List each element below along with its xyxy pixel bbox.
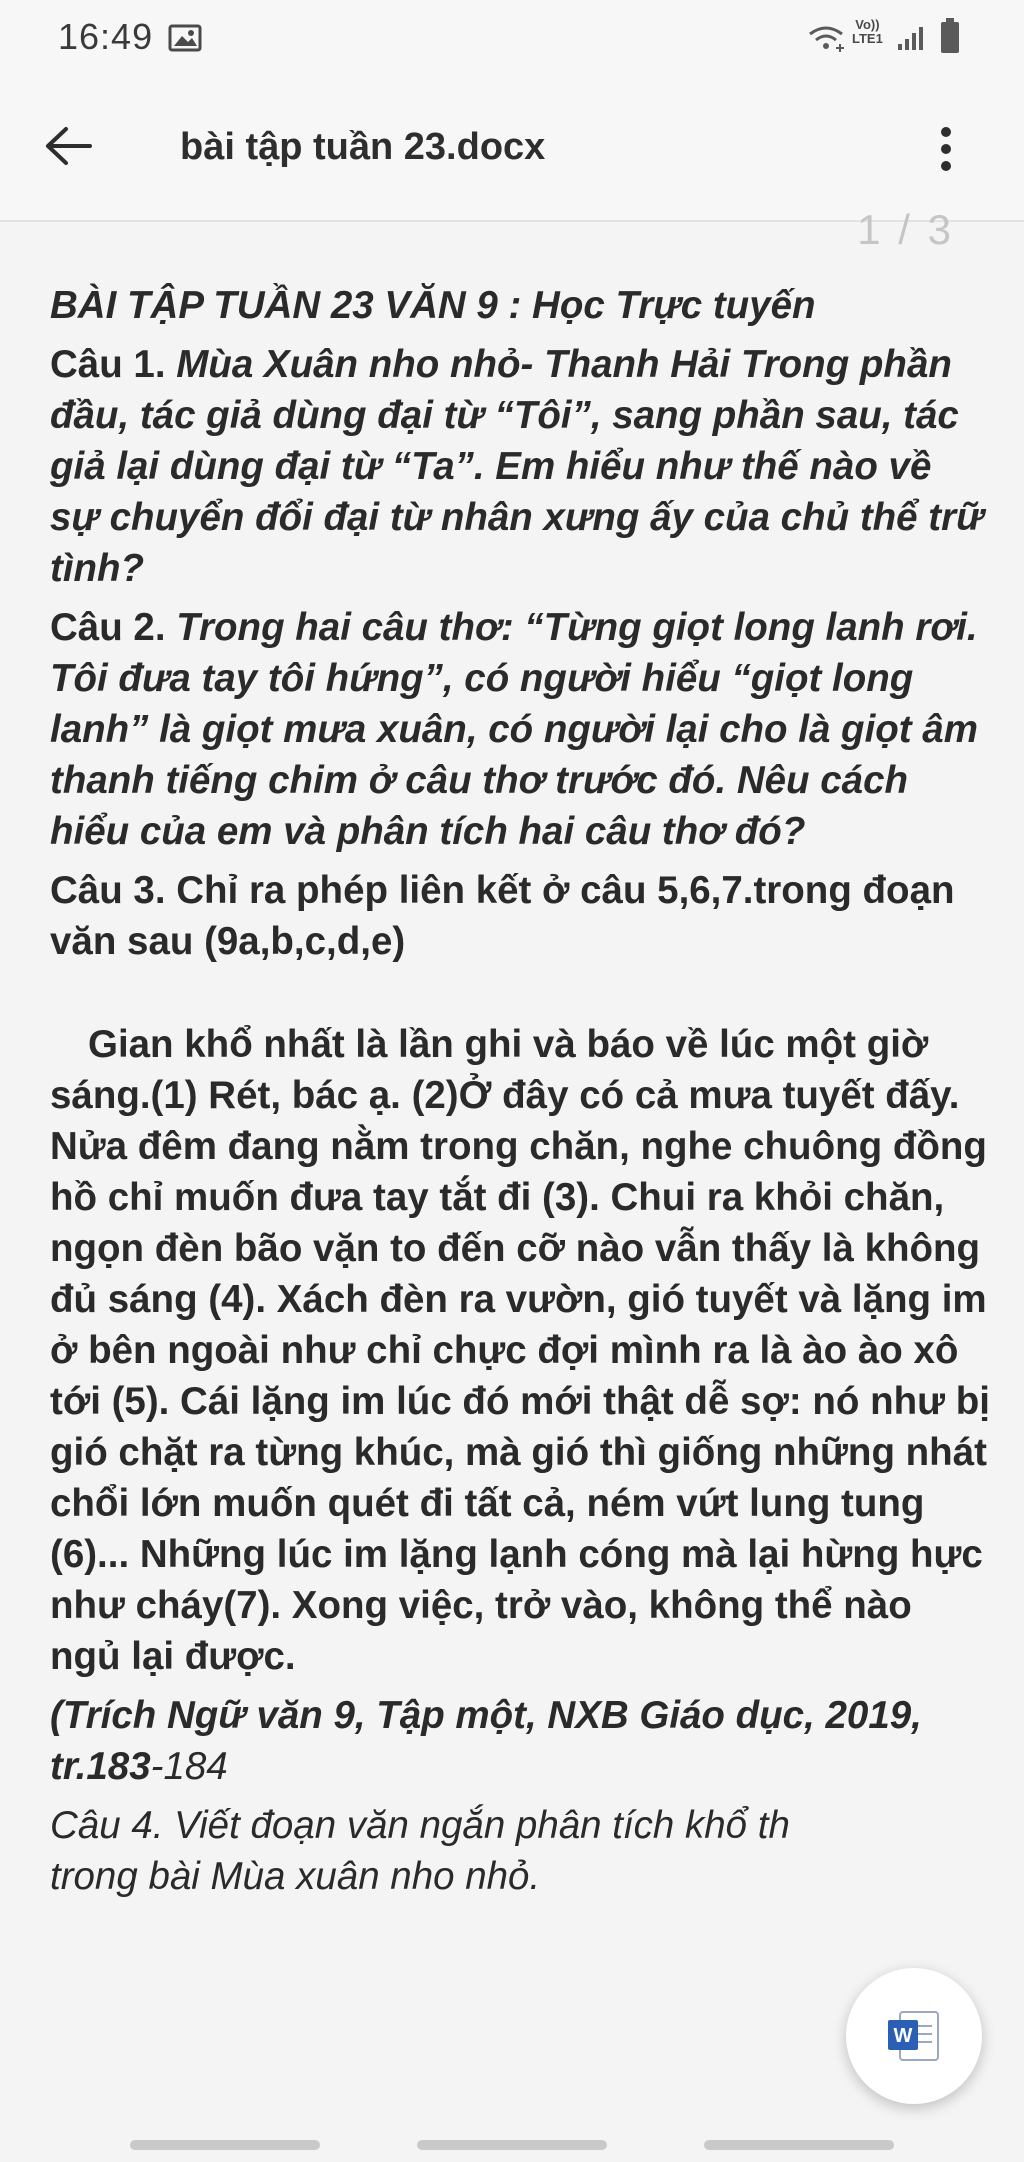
- passage: Gian khổ nhất là lần ghi và báo về lúc một giờ sáng.(1) Rét, bác ạ. (2)Ở đây có cả mưa tuyết đấy. Nửa đêm đang nằm trong chăn, nghe chuông đồng hồ chỉ muốn đưa tay tắt đi (3). Chui ra khỏi chăn, ngọn đèn bão vặn to đến cỡ nào vẫn thấy là không đủ sáng (4). Xách đèn ra vườn, gió tuyết và lặng im ở bên ngoài như chỉ chực đợi mình ra là ào ào xô tới (5). Cái lặng im lúc đó mới thật dễ sợ: nó như bị gió chặt ra từng khúc, mà gió thì giống những nhát chổi lớn muốn quét đi tất cả, ném vứt lung tung (6)... Những lúc im lặng lạnh cóng mà lại hừng hực như cháy(7). Xong việc, trở vào, không thể nào ngủ lại được.: [50, 1023, 990, 1678]
- nav-pill-right: [704, 2140, 894, 2150]
- question-1: [50, 339, 990, 594]
- question-3: [50, 865, 990, 967]
- question-4: [50, 1800, 990, 1902]
- citation: [50, 1690, 990, 1792]
- app-bar: [0, 80, 1024, 222]
- image-notification-icon: [168, 24, 202, 57]
- nav-pill-left: [130, 2140, 320, 2150]
- question-3-prefix: Câu 3.: [50, 869, 177, 912]
- document-heading: [50, 280, 990, 331]
- citation-tail: -184: [150, 1745, 228, 1788]
- citation-bold: (Trích Ngữ văn 9, Tập một, NXB Giáo dục, 2019, tr.183: [50, 1694, 922, 1788]
- lte-label: LTE1: [852, 31, 883, 46]
- open-in-word-button[interactable]: [846, 1968, 982, 2104]
- question-2: [50, 602, 990, 857]
- question-4-text: Câu 4. Viết đoạn văn ngắn phân tích khổ th: [50, 1804, 790, 1847]
- network-label: [852, 18, 883, 46]
- signal-icon: [896, 26, 926, 57]
- battery-icon: [940, 18, 960, 59]
- question-1-text: Mùa Xuân nho nhỏ- Thanh Hải Trong phần đầu, tác giả dùng đại từ “Tôi”, sang phần sau, tác giả lại dùng đại từ “Ta”. Em hiểu như thế nào về sự chuyển đổi đại từ nhân xưng ấy của chủ thể trữ tình?: [50, 343, 984, 590]
- question-2-text: Trong hai câu thơ: “Từng giọt long lanh rơi. Tôi đưa tay tôi hứng”, có người hiểu “giọt long lanh” là giọt mưa xuân, có người lại cho là giọt âm thanh tiếng chim ở câu thơ trước đó. Nêu cách hiểu của em và phân tích hai câu thơ đó?: [50, 606, 978, 853]
- question-3-text: Chỉ ra phép liên kết ở câu 5,6,7.trong đoạn văn sau (9a,b,c,d,e): [50, 869, 955, 963]
- word-document-icon: [884, 2006, 944, 2066]
- question-1-prefix: Câu 1.: [50, 343, 177, 386]
- question-2-prefix: Câu 2.: [50, 606, 177, 649]
- nav-pill-center: [417, 2140, 607, 2150]
- wifi-calling-icon: [806, 22, 846, 59]
- document-title: bài tập tuần 23.docx: [180, 126, 546, 168]
- heading-italic: Học Trực tuyến: [532, 284, 816, 327]
- document-body: [50, 280, 990, 1902]
- question-4-text-line2: trong bài Mùa xuân nho nhỏ.: [50, 1855, 541, 1898]
- volte-label: Vo)): [855, 17, 880, 32]
- heading-bold: BÀI TẬP TUẦN 23 VĂN 9 :: [50, 284, 533, 327]
- arrow-back-icon[interactable]: [44, 126, 94, 171]
- more-vert-icon[interactable]: [938, 124, 954, 179]
- status-bar: [0, 0, 1024, 80]
- svg-text:W: W: [893, 2025, 913, 2047]
- page-indicator: 1 / 3: [857, 206, 954, 253]
- status-time: 16:49: [58, 16, 154, 57]
